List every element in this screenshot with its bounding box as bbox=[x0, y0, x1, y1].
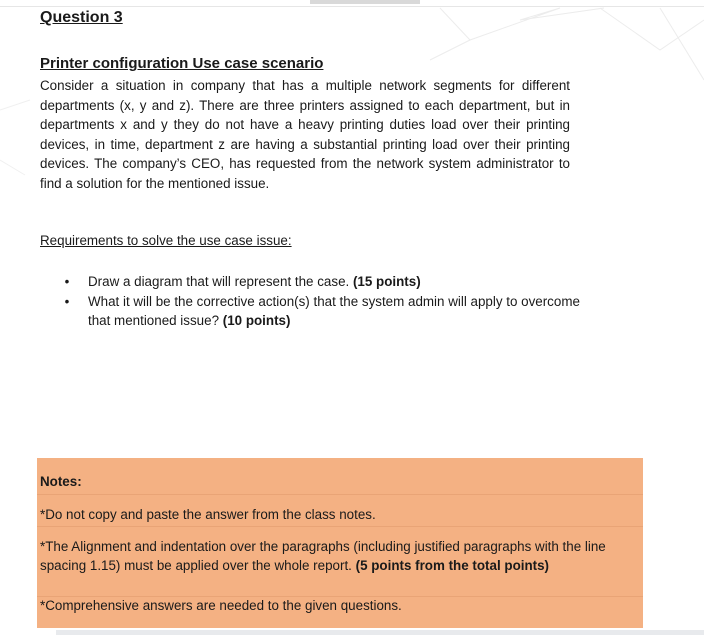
note-item bbox=[40, 505, 630, 524]
bullet-icon: • bbox=[64, 293, 70, 309]
notes-divider bbox=[37, 526, 643, 527]
requirement-points: (10 points) bbox=[222, 313, 291, 328]
top-divider bbox=[0, 6, 704, 7]
bullet-icon: • bbox=[64, 274, 70, 289]
notes-divider bbox=[37, 494, 643, 495]
list-item bbox=[62, 292, 582, 331]
note-text: *The Alignment and indentation over the paragraphs (including justified paragraphs with the line spacing 1.15) must be applied over the whole report. bbox=[40, 539, 606, 573]
requirement-text: Draw a diagram that will represent the case. bbox=[88, 274, 353, 289]
notes-title: Notes: bbox=[40, 474, 82, 489]
requirement-text: What it will be the corrective action(s) that the system admin will apply to overcome that mentioned issue? bbox=[88, 293, 580, 328]
question-title: Question 3 bbox=[40, 9, 123, 26]
requirements-heading: Requirements to solve the use case issue: bbox=[40, 233, 292, 248]
toolbar-segment bbox=[310, 0, 420, 4]
note-bold-text: (5 points from the total points) bbox=[355, 558, 550, 573]
list-item bbox=[62, 272, 582, 292]
note-text: *Do not copy and paste the answer from the class notes. bbox=[40, 507, 376, 522]
note-item bbox=[40, 537, 630, 575]
note-item bbox=[40, 596, 630, 615]
scenario-title: Printer configuration Use case scenario bbox=[40, 55, 324, 72]
scenario-paragraph: Consider a situation in company that has a multiple network segments for different departments (x, y and z). There are three printers assigned to each department, but in departments x and y they do not have a heavy printing duties load over their printing devices, in time, department z are having a substantial printing load over their printing devices. The company’s CEO, has requested from the network system administrator to find a solution for the mentioned issue. bbox=[40, 78, 570, 191]
notes-box bbox=[37, 458, 643, 628]
bottom-scroll-strip bbox=[56, 630, 704, 635]
requirements-list bbox=[62, 272, 582, 331]
requirement-points: (15 points) bbox=[352, 274, 421, 289]
note-text: *Comprehensive answers are needed to the given questions. bbox=[40, 598, 402, 613]
